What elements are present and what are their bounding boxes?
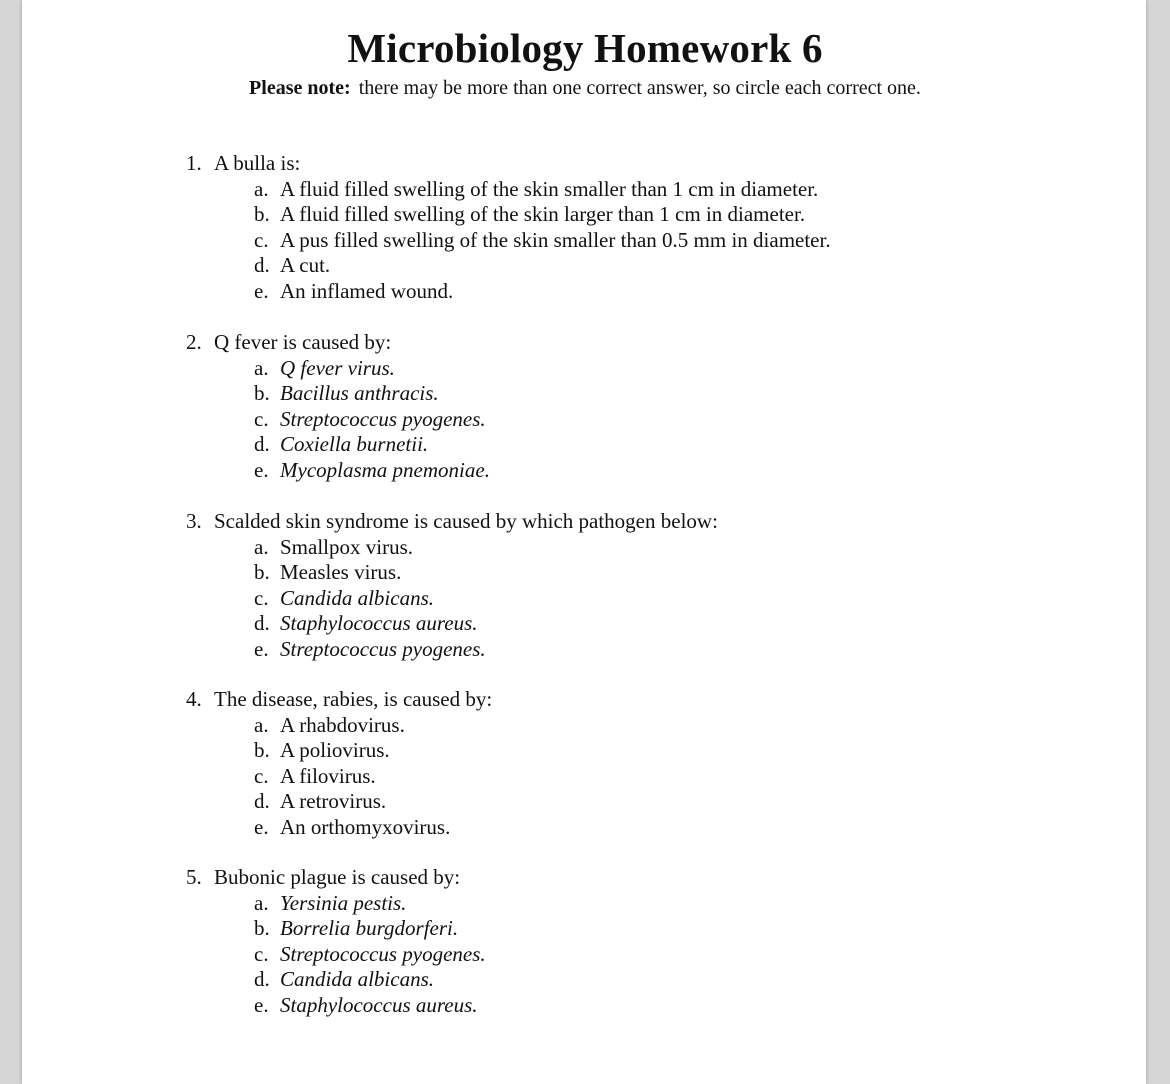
question-prompt: The disease, rabies, is caused by: <box>214 687 493 711</box>
answer-option: e. Streptococcus pyogenes. <box>254 636 486 661</box>
question-number: 3. <box>186 509 202 533</box>
answer-option: b. Measles virus. <box>254 560 402 585</box>
answer-option: a. Q fever virus. <box>254 355 395 380</box>
note-label: Please note: <box>249 77 351 99</box>
question-number: 1. <box>186 151 202 175</box>
question-number: 5. <box>186 865 202 889</box>
answer-option: b. A fluid filled swelling of the skin larger than 1 cm in diameter. <box>254 202 806 227</box>
answer-option: d. Candida albicans. <box>254 967 435 992</box>
page-title: Microbiology Homework 6 <box>347 25 823 71</box>
question-prompt: Q fever is caused by: <box>214 330 392 354</box>
answer-option: e. Staphylococcus aureus. <box>254 992 478 1017</box>
answer-option: c. Candida albicans. <box>254 585 435 610</box>
answer-option: b. Bacillus anthracis. <box>254 381 439 406</box>
answer-option: b. Borrelia burgdorferi. <box>254 916 459 941</box>
instructions-note <box>22 75 1148 101</box>
question-3 <box>186 509 1046 663</box>
question-4 <box>186 687 1046 841</box>
answer-option: c. A filovirus. <box>254 763 376 788</box>
question-prompt: A bulla is: <box>214 151 301 175</box>
answer-option: d. Coxiella burnetii. <box>254 432 429 457</box>
answer-option: e. Mycoplasma pnemoniae. <box>254 457 490 482</box>
answer-option: a. A rhabdovirus. <box>254 712 405 737</box>
document-page <box>22 0 1146 1084</box>
question-prompt: Scalded skin syndrome is caused by which pathogen below: <box>214 509 718 533</box>
question-number: 4. <box>186 687 202 711</box>
answer-option: e. An orthomyxovirus. <box>254 814 451 839</box>
answer-option: c. Streptococcus pyogenes. <box>254 941 486 966</box>
question-5 <box>186 865 1046 1019</box>
answer-option: d. A retrovirus. <box>254 789 387 814</box>
answer-option: c. Streptococcus pyogenes. <box>254 406 486 431</box>
question-number: 2. <box>186 330 202 354</box>
answer-option: d. Staphylococcus aureus. <box>254 611 478 636</box>
question-2 <box>186 330 1046 484</box>
question-1 <box>186 151 1046 305</box>
answer-option: e. An inflamed wound. <box>254 278 454 303</box>
note-text: there may be more than one correct answer, so circle each correct one. <box>358 77 921 99</box>
answer-option: a. Smallpox virus. <box>254 534 414 559</box>
answer-option: a. Yersinia pestis. <box>254 890 407 915</box>
answer-option: a. A fluid filled swelling of the skin smaller than 1 cm in diameter. <box>254 176 819 201</box>
answer-option: d. A cut. <box>254 253 331 278</box>
answer-option: b. A poliovirus. <box>254 738 390 763</box>
answer-option: c. A pus filled swelling of the skin smaller than 0.5 mm in diameter. <box>254 227 831 252</box>
question-prompt: Bubonic plague is caused by: <box>214 865 461 889</box>
